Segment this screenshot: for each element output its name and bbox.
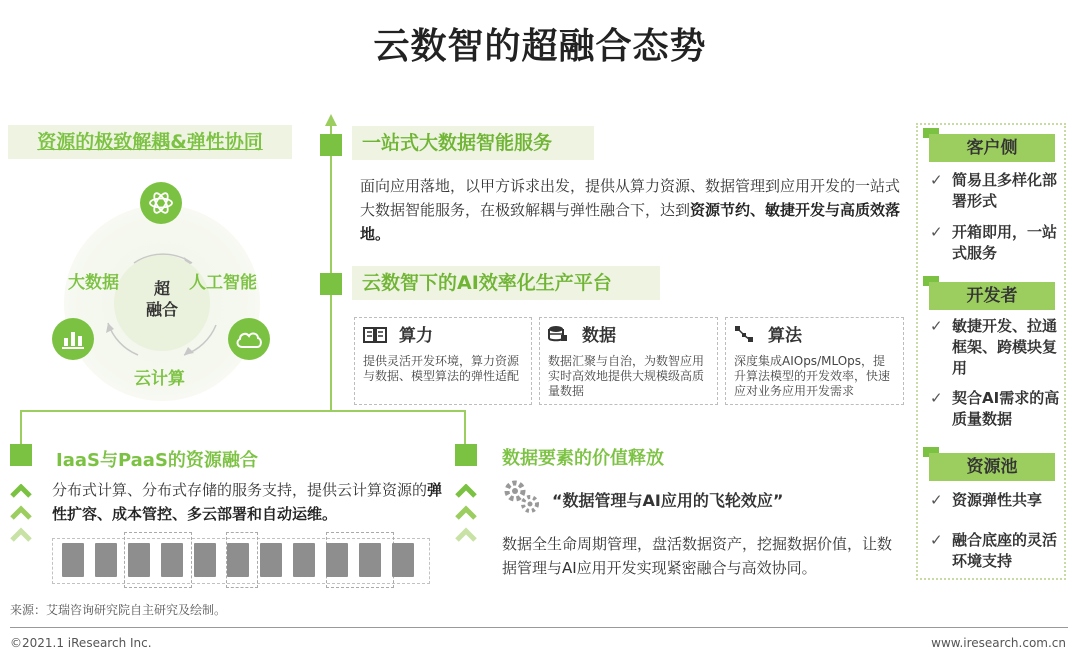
axis-vertical (330, 124, 332, 411)
book-icon (363, 326, 387, 350)
marker-square (320, 134, 342, 156)
card-algorithm: 算法 深度集成AIOps/MLOps，提升算法模型的开发效率，快速应对业务应用开发需求 (725, 317, 904, 405)
label-cloud: 云计算 (134, 369, 185, 389)
customer-item: ✓ 简易且多样化部署形式 (930, 171, 1058, 210)
axis-left-drop (20, 410, 22, 446)
marker-square (455, 444, 477, 466)
server-icon (128, 543, 150, 577)
pool-item: ✓ 资源弹性共享 (930, 491, 1043, 509)
server-icon (293, 543, 315, 577)
nodes-icon (734, 325, 754, 350)
server-icon (194, 543, 216, 577)
server-icon (326, 543, 348, 577)
developer-item: ✓ 契合AI需求的高质量数据 (930, 389, 1060, 428)
section2-heading: 云数智下的AI效率化生产平台 (352, 266, 660, 300)
marker-square (10, 444, 32, 466)
pool-item: ✓ 融合底座的灵活环境支持 (930, 531, 1058, 570)
footer-divider (10, 627, 1068, 628)
pool-heading: 资源池 (929, 453, 1055, 481)
axis-horizontal (20, 410, 466, 412)
bar-chart-icon (52, 318, 94, 360)
label-big-data: 大数据 (68, 273, 119, 293)
developer-heading: 开发者 (929, 282, 1055, 310)
cloud-icon (228, 318, 270, 360)
section1-heading: 一站式大数据智能服务 (352, 126, 594, 160)
server-icon (359, 543, 381, 577)
section1-text: 面向应用落地，以甲方诉求出发，提供从算力资源、数据管理到应用开发的一站式大数据智能服务，在极致解耦与弹性融合下，达到资源节约、敏捷开发与高质效落地。 (360, 177, 901, 243)
card-data: 数据 数据汇聚与自治，为数智应用实时高效地提供大规模级高质量数据 (539, 317, 718, 405)
source-note: 来源：艾瑞咨询研究院自主研究及绘制。 (10, 603, 227, 617)
servers (62, 543, 422, 579)
bottom-left-text: 分布式计算、分布式存储的服务支持，提供云计算资源的弹性扩容、成本管控、多云部署和自动运维。 (52, 481, 443, 523)
database-icon (548, 325, 568, 350)
bottom-right-heading: 数据要素的价值释放 (502, 448, 664, 469)
server-icon (392, 543, 414, 577)
card-compute: 算力 提供灵活开发环境，算力资源与数据、模型算法的弹性适配 (354, 317, 532, 405)
atom-icon (140, 182, 182, 224)
customer-item: ✓ 开箱即用，一站式服务 (930, 223, 1058, 262)
gear-icon (502, 478, 542, 520)
footer-copyright: ©2021.1 iResearch Inc. (10, 636, 152, 650)
page-title: 云数智的超融合态势 (373, 26, 707, 67)
footer-website[interactable]: www.iresearch.com.cn (931, 636, 1066, 650)
chevron-up-icon (455, 484, 477, 554)
server-icon (227, 543, 249, 577)
bottom-right-text: 数据全生命周期管理，盘活数据资产，挖掘数据价值，让数据管理与AI应用开发实现紧密融合与高效协同。 (502, 535, 893, 577)
server-icon (161, 543, 183, 577)
marker-square (320, 273, 342, 295)
axis-right-drop (464, 410, 466, 446)
left-top-heading: 资源的极致解耦&弹性协同 (8, 125, 292, 159)
bottom-right-quote: “数据管理与AI应用的飞轮效应” (552, 491, 784, 510)
developer-item: ✓ 敏捷开发、拉通框架、跨模块复用 (930, 317, 1058, 377)
server-icon (260, 543, 282, 577)
server-icon (95, 543, 117, 577)
label-ai: 人工智能 (189, 273, 257, 293)
bottom-left-heading: IaaS与PaaS的资源融合 (56, 450, 258, 471)
chevron-up-icon (10, 484, 32, 554)
cycle-center-text: 超 融合 (145, 279, 178, 319)
customer-heading: 客户侧 (929, 134, 1055, 162)
server-icon (62, 543, 84, 577)
